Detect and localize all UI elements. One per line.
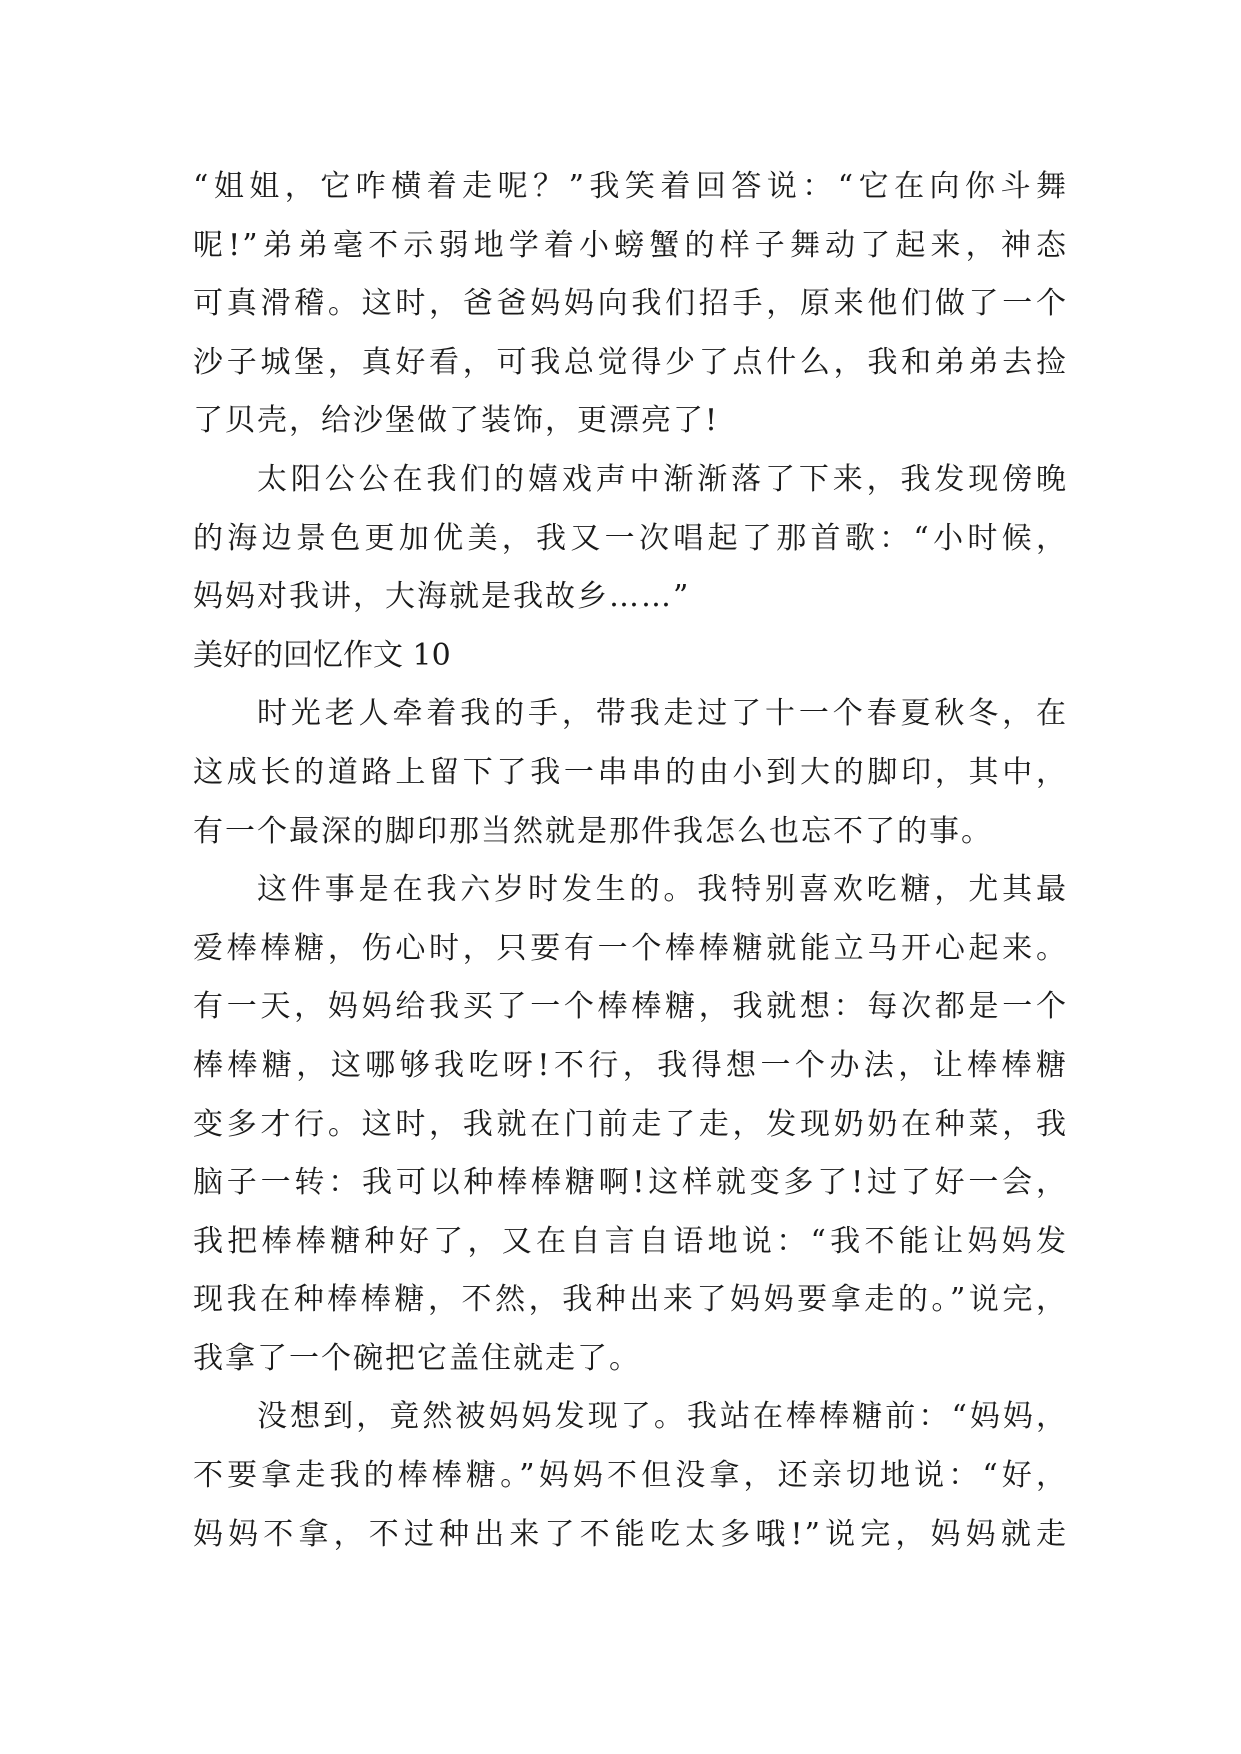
text-line: 妈妈不拿，不过种出来了不能吃太多哦!”说完，妈妈就走: [193, 1516, 1068, 1552]
text-line: 呢!”弟弟毫不示弱地学着小螃蟹的样子舞动了起来，神态: [193, 227, 1068, 263]
text-line: 这成长的道路上留下了我一串串的由小到大的脚印，其中，: [193, 754, 1068, 790]
paragraph-start-line: 太阳公公在我们的嬉戏声中渐渐落了下来，我发现傍晚: [257, 461, 1068, 497]
text-line: 爱棒棒糖，伤心时，只要有一个棒棒糖就能立马开心起来。: [193, 930, 1068, 966]
paragraph-start-line: 这件事是在我六岁时发生的。我特别喜欢吃糖，尤其最: [257, 872, 1068, 908]
text-line: 沙子城堡，真好看，可我总觉得少了点什么，我和弟弟去捡: [193, 344, 1068, 380]
text-line: 有一个最深的脚印那当然就是那件我怎么也忘不了的事。: [193, 813, 993, 849]
text-line: 的海边景色更加优美，我又一次唱起了那首歌：“小时候，: [193, 520, 1068, 556]
text-line: “姐姐，它咋横着走呢？”我笑着回答说：“它在向你斗舞: [193, 169, 1068, 204]
text-line: 变多才行。这时，我就在门前走了走，发现奶奶在种菜，我: [193, 1106, 1068, 1142]
text-line: 我拿了一个碗把它盖住就走了。: [193, 1340, 641, 1376]
paragraph-start-line: 时光老人牵着我的手，带我走过了十一个春夏秋冬，在: [257, 696, 1068, 732]
paragraph-start-line: 没想到，竟然被妈妈发现了。我站在棒棒糖前：“妈妈，: [257, 1399, 1068, 1435]
section-heading: 美好的回忆作文 10: [193, 637, 451, 673]
text-line: 不要拿走我的棒棒糖。”妈妈不但没拿，还亲切地说：“好，: [193, 1458, 1068, 1494]
text-line: 棒棒糖，这哪够我吃呀!不行，我得想一个办法，让棒棒糖: [193, 1047, 1068, 1083]
text-line: 现我在种棒棒糖，不然，我种出来了妈妈要拿走的。”说完，: [193, 1282, 1068, 1318]
text-line: 有一天，妈妈给我买了一个棒棒糖，我就想：每次都是一个: [193, 989, 1068, 1025]
text-line: 我把棒棒糖种好了，又在自言自语地说：“我不能让妈妈发: [193, 1223, 1068, 1259]
text-line: 脑子一转：我可以种棒棒糖啊!这样就变多了!过了好一会，: [193, 1165, 1068, 1201]
text-line: 可真滑稽。这时，爸爸妈妈向我们招手，原来他们做了一个: [193, 286, 1068, 322]
text-line: 妈妈对我讲，大海就是我故乡……”: [193, 579, 691, 615]
document-body: [193, 158, 1068, 1564]
text-line: 了贝壳，给沙堡做了装饰，更漂亮了!: [193, 403, 720, 439]
